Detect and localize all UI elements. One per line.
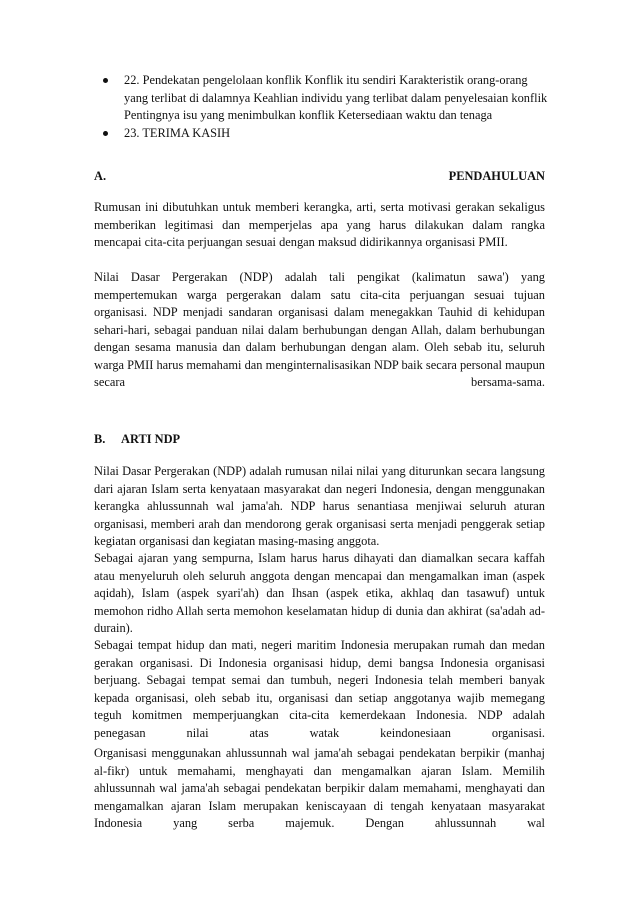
bullet-list — [112, 72, 552, 142]
section-a-letter: A. — [94, 169, 107, 183]
section-b-paragraph-2: Sebagai ajaran yang sempurna, Islam harus harus dihayati dan diamalkan secara kaffah atau menyeluruh oleh seluruh anggota dengan mencapai dan mengamalkan iman (aspek aqidah), Islam (aspek syari'ah) dan Ihsan (aspek etika, akhlaq dan tasawuf) untuk memohon ridho Allah serta memohon keselamatan hidup di dunia dan akhirat (sa'adah ad-durain). — [94, 551, 545, 635]
bullet-text: 23. TERIMA KASIH — [124, 125, 231, 140]
bullet-item — [112, 72, 552, 125]
section-a-paragraph-2: Nilai Dasar Pergerakan (NDP) adalah tali pengikat (kalimatun sawa') yang mempertemukan warga pergerakan dalam satu cita-cita perjuangan sesuai tujuan organisasi. NDP menjadi sandaran organisasi dalam menegakkan Tauhid di kehidupan sehari-hari, sebagai panduan nilai dalam berhubungan dengan Allah, dalam berhubungan dengan sesama manusia dan dalam berhubungan dengan alam. Oleh sebab itu, seluruh warga PMII harus memahami dan menginternalisasikan NDP baik secara personal maupun secara bersama-sama. — [94, 270, 545, 389]
section-b-paragraph-1: Nilai Dasar Pergerakan (NDP) adalah rumusan nilai nilai yang diturunkan secara langsung dari ajaran Islam serta kenyataan masyarakat dan negeri Indonesia, dengan menggunakan kerangka ahlussunnah wal jama'ah. NDP harus senantiasa menjiwai seluruh aturan organisasi, memberi arah dan mendorong gerak organisasi serta menjadi penggerak setiap kegiatan organisasi dan kegiatan masing-masing anggota. — [94, 464, 545, 548]
bullet-text: 22. Pendekatan pengelolaan konflik Konflik itu sendiri Karakteristik orang-orang yang terlibat di dalamnya Keahlian individu yang terlibat dalam penyelesaian konflik Pentingnya isu yang menimbulkan konflik Ketersediaan waktu dan tenaga — [124, 73, 548, 122]
bullet-dot-icon — [103, 78, 108, 83]
section-b-title: ARTI NDP — [121, 432, 181, 446]
section-b-letter: B. — [94, 432, 106, 446]
section-b-paragraph-3: Sebagai tempat hidup dan mati, negeri maritim Indonesia merupakan rumah dan medan gerakan organisasi. Di Indonesia organisasi hidup, demi bangsa Indonesia organisasi berjuang. Sebagai tempat semai dan tumbuh, negeri Indonesia telah memberi banyak kepada organisasi, oleh sebab itu, organisasi dan setiap anggotanya wajib memegang teguh komitmen memperjuangkan cita-cita kemerdekaan Indonesia. NDP adalah penegasan nilai atas watak keindonesiaan organisasi. — [94, 638, 545, 740]
bullet-dot-icon — [103, 131, 108, 136]
section-a-title: PENDAHULUAN — [448, 169, 545, 183]
section-b-heading — [94, 431, 180, 449]
section-a-paragraph-1: Rumusan ini dibutuhkan untuk memberi kerangka, arti, serta motivasi gerakan sekaligus memberikan legitimasi dan memperjelas apa yang harus dilakukan dalam rangka mencapai cita-cita perjuangan sesuai dengan maksud didirikannya organisasi PMII. — [94, 200, 545, 249]
section-b-paragraph-4: Organisasi menggunakan ahlussunnah wal jama'ah sebagai pendekatan berpikir (manhaj al-fikr) untuk memahami, menghayati dan mengamalkan ajaran Islam. Memilih ahlussunnah wal jama'ah sebagai pendekatan berpikir dalam memahami, menghayati dan mengamalkan ajaran Islam merupakan keniscayaan di tengah kenyataan masyarakat Indonesia yang serba majemuk. Dengan ahlussunnah wal — [94, 746, 545, 830]
bullet-item — [112, 125, 552, 143]
